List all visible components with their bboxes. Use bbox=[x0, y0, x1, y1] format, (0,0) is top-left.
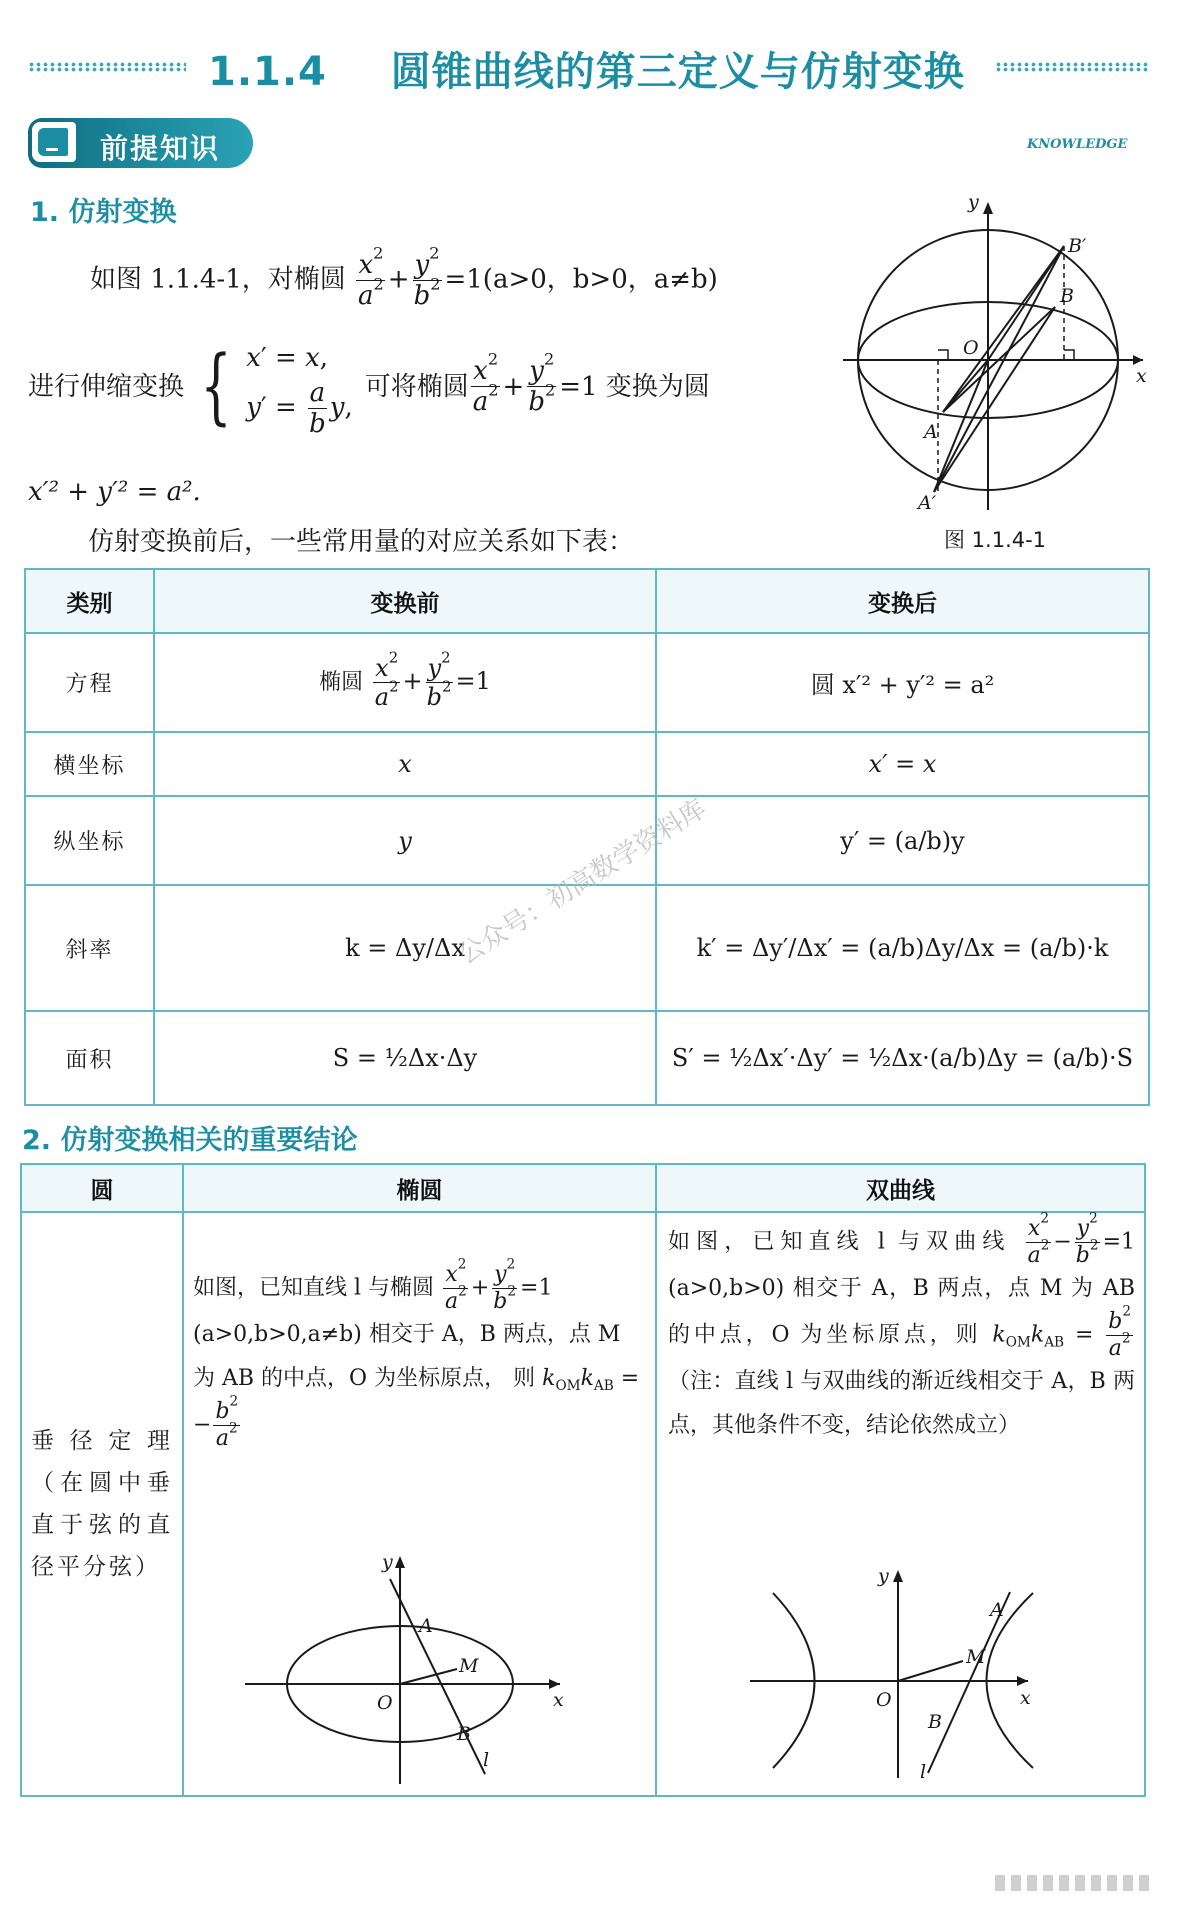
svg-text:A: A bbox=[990, 1599, 1004, 1621]
svg-text:A′: A′ bbox=[918, 492, 937, 514]
affine-table: 类别 变换前 变换后 方程 椭圆 $\frac{x^2}{a^2}$ + $\frac{y^2}{b^2}$ =1 圆 x′² + y′² = a² 横坐标 x x′ = x 纵坐标 y y′ = (a/b)y 斜率 k = Δy/Δx k′ = Δy′/Δx′ = (a/b)Δy/Δx = (a/b)·k 面积 S = ½Δx·Δy S′ = ½Δx′·Δy′ = ½Δx·(a/b)Δy = (a/b)·S bbox=[24, 568, 1150, 1106]
svg-text:O: O bbox=[963, 337, 979, 359]
knowledge-banner bbox=[28, 118, 253, 168]
svg-text:l: l bbox=[483, 1749, 490, 1771]
paragraph-2: 进行伸缩变换 { x′ = x, y′ = $\frac{a}{b}$ y, 可将椭圆 $\frac{x^2}{a^2}$ + $\frac{y^2}{b^2}$ =1 变换为圆 bbox=[28, 338, 710, 439]
svg-text:A: A bbox=[924, 421, 938, 443]
svg-text:O: O bbox=[377, 1692, 393, 1714]
table-row: 纵坐标 y y′ = (a/b)y bbox=[25, 796, 1149, 885]
svg-text:y: y bbox=[878, 1568, 889, 1587]
figure-ellipse-chord bbox=[235, 1554, 595, 1794]
svg-text:M: M bbox=[459, 1655, 479, 1677]
circle-theorem: 垂径定理（在圆中垂直于弦的直径平分弦） bbox=[31, 1428, 173, 1580]
knowledge-english: KNOWLEDGE bbox=[1027, 137, 1128, 152]
table-row: 方程 椭圆 $\frac{x^2}{a^2}$ + $\frac{y^2}{b^2}$ =1 圆 x′² + y′² = a² bbox=[25, 633, 1149, 732]
svg-text:M: M bbox=[966, 1646, 986, 1668]
svg-text:y: y bbox=[382, 1554, 393, 1573]
table-row: 斜率 k = Δy/Δx k′ = Δy′/Δx′ = (a/b)Δy/Δx = (a/b)·k bbox=[25, 885, 1149, 1011]
part2-heading: 2. 仿射变换相关的重要结论 bbox=[22, 1125, 358, 1156]
figure-hyperbola-chord bbox=[748, 1568, 1048, 1783]
section-title: 圆锥曲线的第三定义与仿射变换 bbox=[390, 49, 965, 95]
page-title bbox=[208, 40, 965, 97]
title-dots-left bbox=[28, 62, 186, 72]
table-row: 垂径定理（在圆中垂直于弦的直径平分弦） 如图，已知直线 l 与椭圆 $\frac{x^2}{a^2}$ + $\frac{y^2}{b^2}$ =1 (a>0,b>0,a≠b) 相交于 A，B 两点，点 M 为 AB 的中点，O 为坐标原点， 则 $k_{OM}k_{AB}$ = − $\frac{b^2}{a^2}$ y x O A M B l 如图，已知直线 l 与双曲线 $\frac{x^2}{a^2}$ − $\frac{y^2}{b^2}$ =1 (a>0,b>0) 相交于 A，B 两点，点 M 为 AB 的中点，O 为坐标原点，则 $k_{OM}k_{AB}$ = $\frac{b^2}{a^2}$ （注：直线 l 与双曲线的渐近线相交于 A，B 两点，其他条件不变，结论依然成立） y x O A M B l bbox=[21, 1212, 1145, 1796]
svg-text:O: O bbox=[876, 1689, 892, 1711]
svg-text:x: x bbox=[1136, 365, 1147, 387]
paragraph-1: 如图 1.1.4-1，对椭圆 $\frac{x^2}{a^2}$ + $\frac{y^2}{b^2}$ =1(a>0，b>0，a≠b) bbox=[90, 243, 718, 311]
banner-label: 前提知识 bbox=[100, 132, 221, 165]
svg-text:B′: B′ bbox=[1068, 235, 1087, 257]
figure-caption: 图 1.1.4-1 bbox=[944, 528, 1047, 552]
svg-text:x: x bbox=[553, 1689, 564, 1711]
svg-text:l: l bbox=[920, 1761, 927, 1783]
section-number: 1.1.4 bbox=[208, 49, 327, 95]
table-row: 面积 S = ½Δx·Δy S′ = ½Δx′·Δy′ = ½Δx·(a/b)Δy = (a/b)·S bbox=[25, 1011, 1149, 1105]
conclusions-table: 圆 椭圆 双曲线 垂径定理（在圆中垂直于弦的直径平分弦） 如图，已知直线 l 与椭圆 $\frac{x^2}{a^2}$ + $\frac{y^2}{b^2}$ =1 (a>0,b>0,a≠b) 相交于 A，B 两点，点 M 为 AB 的中点，O 为坐标原点， 则 $k_{OM}k_{AB}$ = − $\frac{b^2}{a^2}$ y x O A M B l 如图，已知直线 l 与双曲线 $\frac{x^2}{a^2}$ − $\frac{y^2}{b^2}$ =1 (a>0,b>0) 相交于 A，B 两点，点 M 为 AB 的中点，O 为坐标原点，则 $k_{OM}k_{AB}$ = $\frac{b^2}{a^2}$ （注：直线 l 与双曲线的渐近线相交于 A，B 两点，其他条件不变，结论依然成立） y x O A M B l bbox=[20, 1163, 1146, 1797]
book-icon bbox=[32, 122, 76, 162]
table-row: 横坐标 x x′ = x bbox=[25, 732, 1149, 796]
table-intro: 仿射变换前后，一些常用量的对应关系如下表： bbox=[88, 527, 635, 557]
footer-bars bbox=[995, 1875, 1155, 1891]
svg-text:B: B bbox=[457, 1723, 471, 1745]
svg-text:A: A bbox=[419, 1615, 433, 1637]
svg-text:B: B bbox=[928, 1711, 942, 1733]
svg-text:y: y bbox=[968, 192, 979, 213]
svg-text:x: x bbox=[1020, 1687, 1031, 1709]
watermark: 公众号：初高数学资料库 bbox=[453, 793, 712, 971]
result-equation: x′² + y′² = a². bbox=[28, 477, 201, 507]
ellipse-condition: =1(a>0，b>0，a≠b) bbox=[444, 264, 718, 295]
svg-text:B: B bbox=[1060, 285, 1074, 307]
part1-heading: 1. 仿射变换 bbox=[30, 197, 177, 228]
figure-ellipse-circle bbox=[838, 192, 1158, 522]
title-dots-right bbox=[995, 62, 1150, 72]
